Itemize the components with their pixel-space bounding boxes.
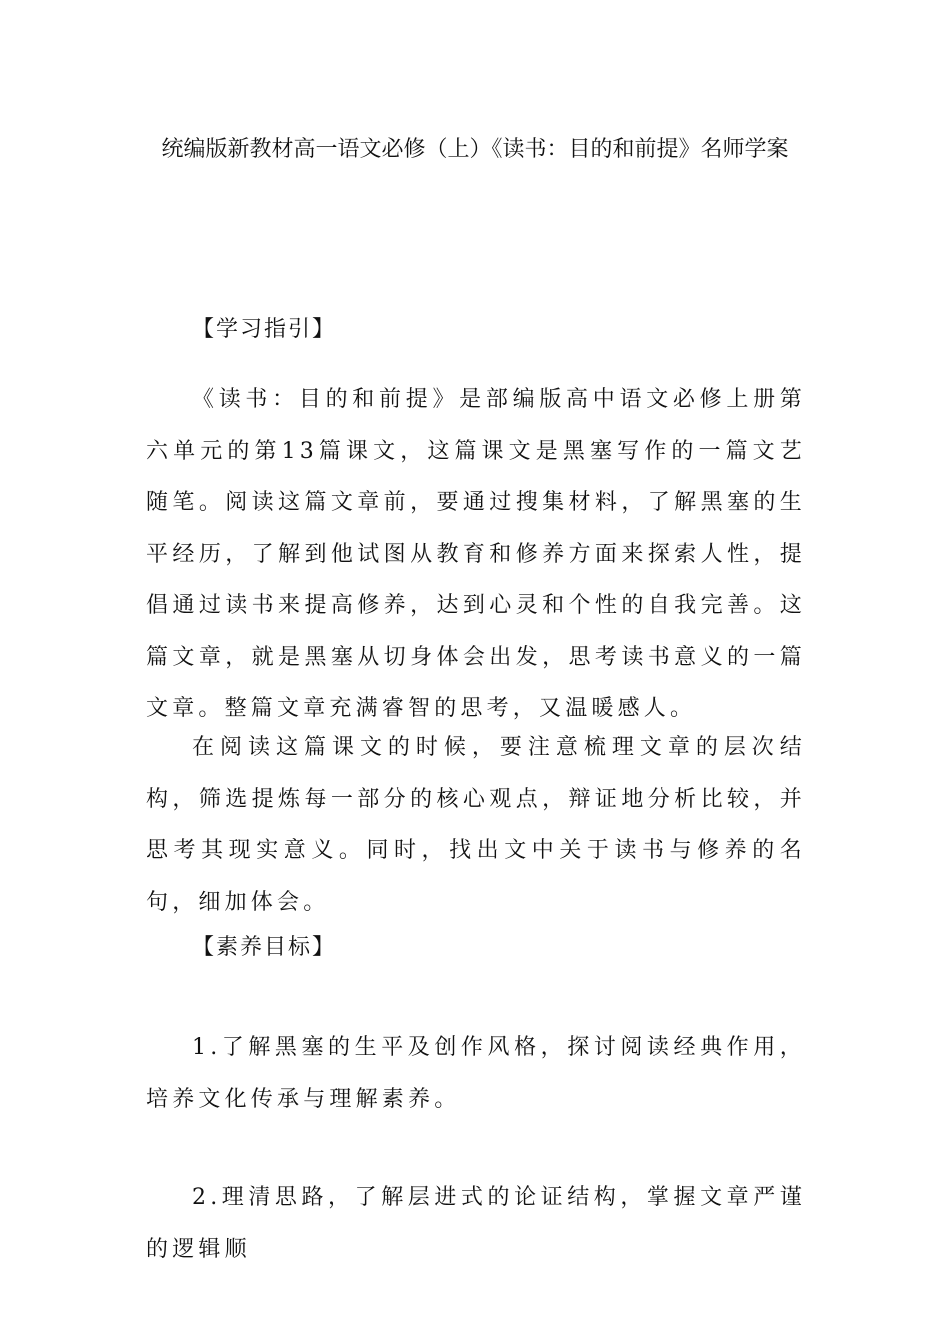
paragraph-intro: 《读书：目的和前提》是部编版高中语文必修上册第六单元的第13篇课文，这篇课文是黑塞写作的一篇文艺随笔。阅读这篇文章前，要通过搜集材料，了解黑塞的生平经历，了解到他试图从教育和修养方面来探索人性，提倡通过读书来提高修养，达到心灵和个性的自我完善。这篇文章，就是黑塞从切身体会出发，思考读书意义的一篇文章。整篇文章充满睿智的思考，又温暖感人。 bbox=[146, 387, 806, 721]
paragraph-reading-advice: 在阅读这篇课文的时候，要注意梳理文章的层次结构，筛选提炼每一部分的核心观点，辩证地分析比较，并思考其现实意义。同时，找出文中关于读书与修养的名句，细加体会。 bbox=[146, 735, 806, 915]
section-heading-study-guide: 【学习指引】 bbox=[192, 317, 337, 342]
goal-item-2: 2.理清思路，了解层进式的论证结构，掌握文章严谨的逻辑顺 bbox=[146, 1185, 806, 1262]
section-heading-literacy-goals: 【素养目标】 bbox=[192, 935, 337, 960]
goal-item-1: 1.了解黑塞的生平及创作风格，探讨阅读经典作用，培养文化传承与理解素养。 bbox=[146, 1035, 806, 1112]
document-title: 统编版新教材高一语文必修（上）《读书：目的和前提》名师学案 bbox=[161, 137, 789, 162]
